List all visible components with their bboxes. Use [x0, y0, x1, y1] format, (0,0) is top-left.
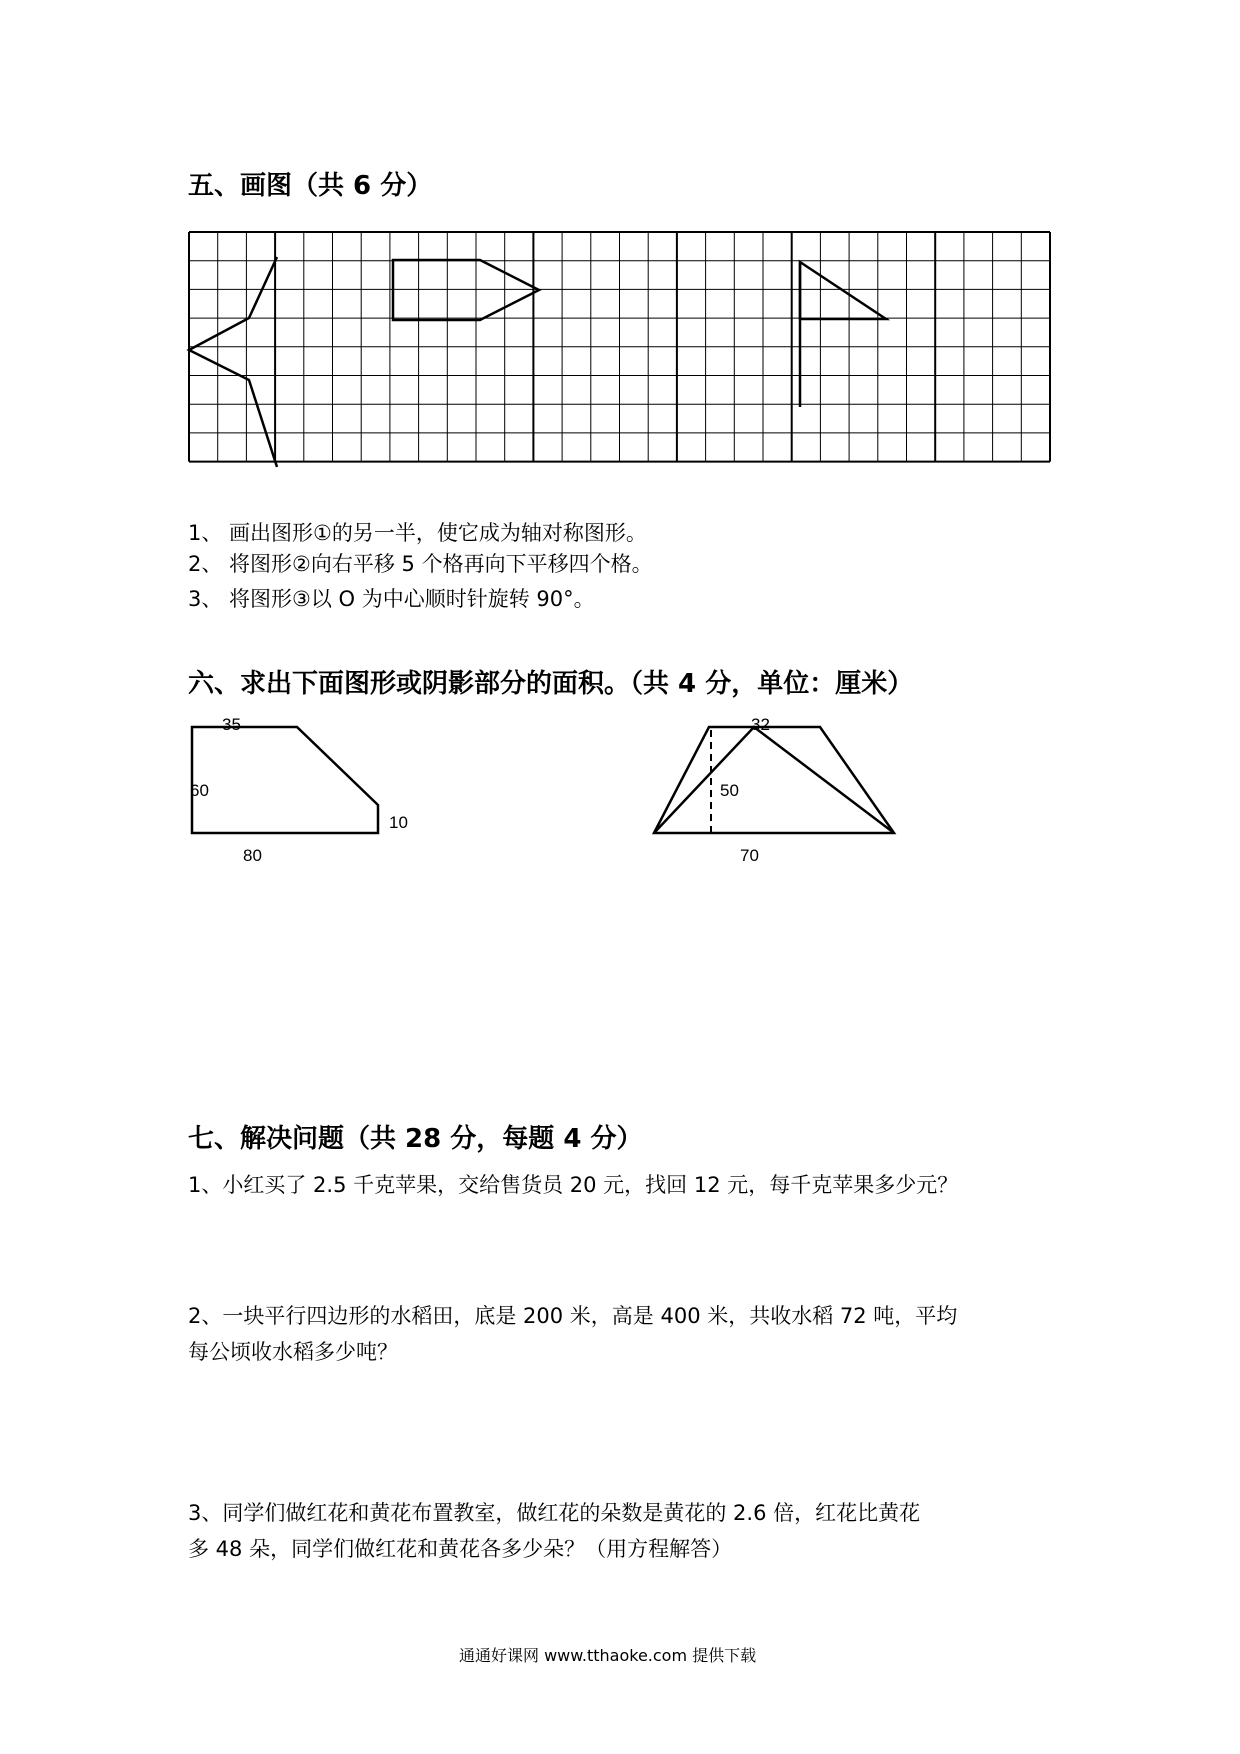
section5-item-1: 1、 画出图形①的另一半，使它成为轴对称图形。	[188, 521, 647, 545]
fig1-bottom-label: 80	[243, 846, 262, 865]
section5-item-3: 3、 将图形③以 O 为中心顺时针旋转 90°。	[188, 587, 595, 611]
fig1-right-label: 10	[389, 813, 408, 832]
question-3-line-1: 3、同学们做红花和黄花布置教室，做红花的朵数是黄花的 2.6 倍，红花比黄花	[188, 1501, 921, 1525]
area-figure-1	[192, 727, 378, 833]
section5-title: 五、画图（共 6 分）	[188, 171, 433, 201]
section7-title: 七、解决问题（共 28 分，每题 4 分）	[188, 1124, 643, 1154]
question-2-line-2: 每公顷收水稻多少吨？	[188, 1340, 398, 1364]
footer: 通通好课网 www.tthaoke.com 提供下载	[459, 1646, 757, 1665]
fig2-bottom-label: 70	[740, 846, 759, 865]
section5-item-2: 2、 将图形②向右平移 5 个格再向下平移四个格。	[188, 552, 653, 576]
fig1-left-label: 60	[190, 781, 209, 800]
section6-title: 六、求出下面图形或阴影部分的面积。（共 4 分，单位：厘米）	[188, 669, 914, 699]
question-3-line-2: 多 48 朵，同学们做红花和黄花各多少朵？（用方程解答）	[188, 1537, 733, 1561]
fig2-top-label: 32	[751, 715, 770, 734]
fig1-top-label: 35	[222, 715, 241, 734]
figure-3-flag	[800, 262, 886, 319]
figure-2-arrow	[393, 260, 539, 320]
question-2-line-1: 2、一块平行四边形的水稻田，底是 200 米，高是 400 米，共收水稻 72 吨，平均	[188, 1304, 958, 1328]
figure-1-half-star	[189, 257, 277, 467]
question-1: 1、小红买了 2.5 千克苹果，交给售货员 20 元，找回 12 元，每千克苹果多少元？	[188, 1173, 959, 1197]
fig2-height-label: 50	[720, 781, 739, 800]
